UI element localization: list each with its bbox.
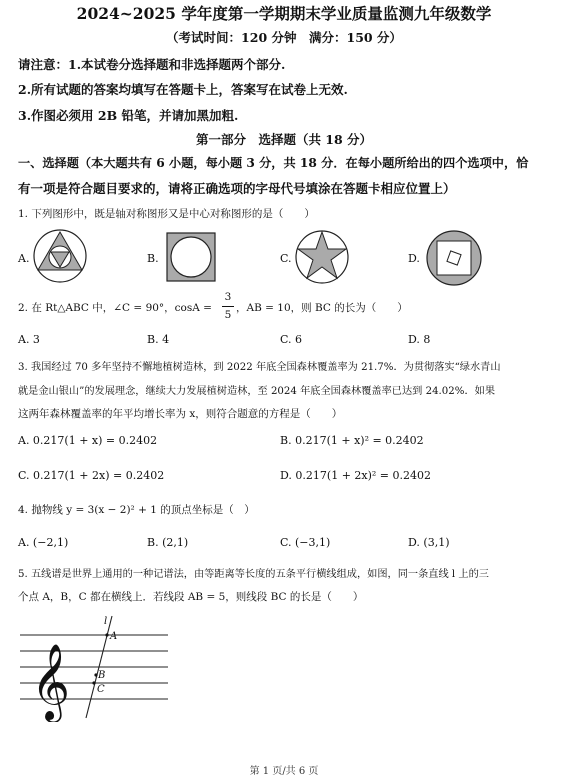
q2-option-c: C. 6: [280, 333, 303, 346]
q3-option-a: A. 0.217(1 + x) = 0.2402: [18, 434, 158, 447]
question-3-line-1: 3. 我国经过 70 多年坚持不懈地植树造林，到 2022 年底全国森林覆盖率为 21.7%．为贯彻落实“绿水青山: [18, 362, 501, 373]
section-instructions-1: 一、选择题（本大题共有 6 小题，每小题 3 分，共 18 分．在每小题所给出的四个选项中，恰: [18, 156, 529, 170]
q4-option-d: D. (3,1): [408, 536, 450, 549]
question-1-stem: 1. 下列图形中，既是轴对称图形又是中心对称图形的是（ ）: [18, 208, 315, 220]
q1-option-a-figure: [32, 228, 88, 284]
q3-option-d: D. 0.217(1 + 2x)² = 0.2402: [280, 469, 432, 482]
section-title: 第一部分 选择题（共 18 分）: [195, 132, 373, 147]
q4-option-b: B. (2,1): [147, 536, 189, 549]
note-2: 2.所有试题的答案均填写在答题卡上，答案写在试卷上无效.: [18, 82, 348, 97]
question-4-stem: 4. 抛物线 y = 3(x − 2)² + 1 的顶点坐标是（ ）: [18, 504, 255, 516]
q1-option-b-label: B.: [147, 252, 159, 265]
section-instructions-2: 有一项是符合题目要求的，请将正确选项的字母代号填涂在答题卡相应位置上）: [18, 181, 456, 196]
q2-fraction-numerator: 3: [224, 291, 232, 303]
question-3-line-2: 就是金山银山”的发展理念，继续大力发展植树造林，至 2024 年底全国森林覆盖率已达到 24.02%．如果: [18, 386, 496, 397]
question-2-stem-a: 2. 在 Rt△ABC 中，∠C = 90°，cosA =: [18, 302, 212, 314]
q5-label-c: C: [97, 684, 105, 695]
q1-option-d-label: D.: [408, 252, 420, 265]
q4-option-a: A. (−2,1): [18, 536, 69, 549]
q1-option-b-figure: [163, 229, 219, 285]
q2-fraction-bar: [222, 306, 234, 307]
exam-info: （考试时间：120 分钟 满分：150 分）: [166, 30, 402, 45]
q1-option-d-figure: [424, 229, 484, 287]
page-title: 2024~2025 学年度第一学期期末学业质量监测九年级数学: [76, 4, 492, 23]
q5-label-b: B: [98, 670, 106, 681]
q2-fraction-denominator: 5: [224, 309, 232, 321]
question-5-line-1: 5. 五线谱是世界上通用的一种记谱法，由等距离等长度的五条平行横线组成，如图，同一条直线 l 上的三: [18, 569, 489, 580]
question-2-stem-b: ，AB = 10，则 BC 的长为（ ）: [236, 302, 408, 314]
note-1: 请注意：1.本试卷分选择题和非选择题两个部分.: [18, 57, 286, 72]
question-3-line-3: 这两年森林覆盖率的年平均增长率为 x，则符合题意的方程是（ ）: [18, 408, 343, 420]
q1-option-c-label: C.: [280, 252, 292, 265]
q1-option-a-label: A.: [18, 252, 30, 265]
q1-option-c-figure: [294, 229, 350, 285]
q5-staff-figure: [18, 612, 178, 722]
q2-option-a: A. 3: [18, 333, 40, 346]
q5-label-l: l: [104, 616, 108, 627]
q3-option-b: B. 0.217(1 + x)² = 0.2402: [280, 434, 424, 447]
svg-text:𝄞: 𝄞: [31, 643, 71, 720]
q2-option-d: D. 8: [408, 333, 431, 346]
q5-label-a: A: [110, 631, 118, 642]
page-number: 第 1 页/共 6 页: [249, 766, 319, 777]
q2-option-b: B. 4: [147, 333, 170, 346]
q3-option-c: C. 0.217(1 + 2x) = 0.2402: [18, 469, 165, 482]
q4-option-c: C. (−3,1): [280, 536, 331, 549]
note-3: 3.作图必须用 2B 铅笔，并请加黑加粗.: [18, 108, 239, 123]
question-5-line-2: 个点 A，B，C 都在横线上．若线段 AB = 5，则线段 BC 的长是（ ）: [18, 591, 364, 603]
